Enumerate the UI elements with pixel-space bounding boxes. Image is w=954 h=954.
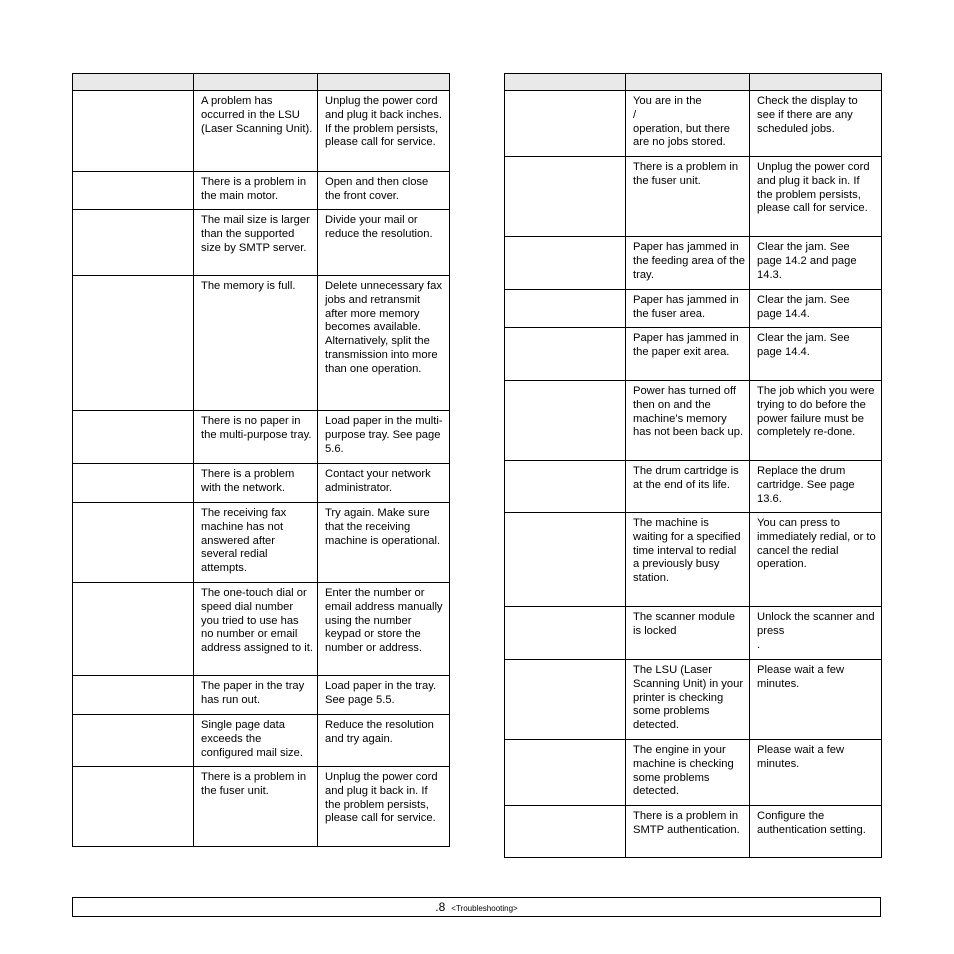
solution-cell: Divide your mail or reduce the resolution. <box>318 210 450 276</box>
table-row <box>505 157 882 237</box>
message-cell <box>505 513 626 607</box>
table-row <box>505 806 882 858</box>
header-message-cell <box>505 74 626 91</box>
meaning-cell: The machine is waiting for a specified time interval to redial a previously busy station. <box>626 513 750 607</box>
meaning-cell: There is a problem in the fuser unit. <box>626 157 750 237</box>
table-row <box>73 91 450 172</box>
table-row <box>73 767 450 847</box>
solution-cell: Replace the drum cartridge. See page 13.6. <box>750 461 882 513</box>
message-cell <box>73 464 194 503</box>
table-row <box>505 461 882 513</box>
message-cell <box>73 715 194 767</box>
table-row <box>505 381 882 461</box>
table-row <box>73 583 450 676</box>
solution-cell: Unplug the power cord and plug it back in. If the problem persists, please call for service. <box>318 767 450 847</box>
solution-cell: Check the display to see if there are any scheduled jobs. <box>750 91 882 157</box>
table-row <box>73 276 450 411</box>
message-cell <box>73 411 194 464</box>
solution-cell: Load paper in the multi-purpose tray. See page 5.6. <box>318 411 450 464</box>
message-cell <box>505 157 626 237</box>
solution-cell: Clear the jam. See page 14.4. <box>750 328 882 381</box>
table-row <box>73 411 450 464</box>
page-number: .8 <box>435 900 446 914</box>
meaning-cell: There is a problem in SMTP authentication. <box>626 806 750 858</box>
solution-cell: Unlock the scanner and press . <box>750 607 882 660</box>
message-cell <box>505 290 626 328</box>
chapter-label: <Troubleshooting> <box>451 904 518 913</box>
meaning-cell: A problem has occurred in the LSU (Laser Scanning Unit). <box>194 91 318 172</box>
header-solution-cell <box>318 74 450 91</box>
table-row <box>73 715 450 767</box>
table-row <box>505 607 882 660</box>
solution-cell: Unplug the power cord and plug it back in. If the problem persists, please call for service. <box>750 157 882 237</box>
message-cell <box>73 172 194 210</box>
message-cell <box>73 767 194 847</box>
table-row <box>505 290 882 328</box>
page-footer <box>72 897 881 917</box>
solution-cell: Contact your network administrator. <box>318 464 450 503</box>
table-header-row <box>73 74 450 91</box>
header-solution-cell <box>750 74 882 91</box>
message-cell <box>73 583 194 676</box>
solution-cell: Load paper in the tray. See page 5.5. <box>318 676 450 715</box>
meaning-cell: Paper has jammed in the paper exit area. <box>626 328 750 381</box>
meaning-cell: The memory is full. <box>194 276 318 411</box>
meaning-cell: The paper in the tray has run out. <box>194 676 318 715</box>
table-row <box>505 91 882 157</box>
header-meaning-cell <box>626 74 750 91</box>
meaning-cell: The receiving fax machine has not answered after several redial attempts. <box>194 503 318 583</box>
right-message-table <box>504 73 882 858</box>
table-row <box>73 676 450 715</box>
solution-cell: Please wait a few minutes. <box>750 660 882 740</box>
message-cell <box>73 91 194 172</box>
header-meaning-cell <box>194 74 318 91</box>
message-cell <box>505 806 626 858</box>
message-cell <box>505 328 626 381</box>
meaning-cell: The mail size is larger than the supported size by SMTP server. <box>194 210 318 276</box>
solution-cell: Configure the authentication setting. <box>750 806 882 858</box>
solution-cell: Clear the jam. See page 14.2 and page 14.3. <box>750 237 882 290</box>
meaning-cell: The engine in your machine is checking some problems detected. <box>626 740 750 806</box>
meaning-cell: You are in the / operation, but there are no jobs stored. <box>626 91 750 157</box>
meaning-cell: There is no paper in the multi-purpose tray. <box>194 411 318 464</box>
table-row <box>73 503 450 583</box>
left-message-table <box>72 73 450 847</box>
table-row <box>505 740 882 806</box>
message-cell <box>505 91 626 157</box>
meaning-cell: The one-touch dial or speed dial number you tried to use has no number or email address assigned to it. <box>194 583 318 676</box>
table-row <box>505 328 882 381</box>
message-cell <box>505 461 626 513</box>
solution-cell: Unplug the power cord and plug it back inches. If the problem persists, please call for service. <box>318 91 450 172</box>
message-cell <box>73 676 194 715</box>
message-cell <box>505 381 626 461</box>
meaning-cell: The LSU (Laser Scanning Unit) in your printer is checking some problems detected. <box>626 660 750 740</box>
solution-cell: You can press to immediately redial, or to cancel the redial operation. <box>750 513 882 607</box>
solution-cell: Try again. Make sure that the receiving machine is operational. <box>318 503 450 583</box>
solution-cell: Enter the number or email address manually using the number keypad or store the number or address. <box>318 583 450 676</box>
meaning-cell: There is a problem with the network. <box>194 464 318 503</box>
message-cell <box>505 660 626 740</box>
message-cell <box>73 503 194 583</box>
solution-cell: Please wait a few minutes. <box>750 740 882 806</box>
table-row <box>73 464 450 503</box>
meaning-cell: Power has turned off then on and the machine’s memory has not been back up. <box>626 381 750 461</box>
message-cell <box>73 276 194 411</box>
solution-cell: Delete unnecessary fax jobs and retransmit after more memory becomes available. Alternatively, split the transmission into more than one operation. <box>318 276 450 411</box>
meaning-cell: Paper has jammed in the fuser area. <box>626 290 750 328</box>
meaning-cell: Single page data exceeds the configured mail size. <box>194 715 318 767</box>
solution-cell: Open and then close the front cover. <box>318 172 450 210</box>
table-row <box>505 513 882 607</box>
meaning-cell: Paper has jammed in the feeding area of the tray. <box>626 237 750 290</box>
meaning-cell: The drum cartridge is at the end of its life. <box>626 461 750 513</box>
message-cell <box>505 740 626 806</box>
table-row <box>73 172 450 210</box>
solution-cell: Reduce the resolution and try again. <box>318 715 450 767</box>
message-cell <box>505 237 626 290</box>
meaning-cell: There is a problem in the main motor. <box>194 172 318 210</box>
table-header-row <box>505 74 882 91</box>
message-cell <box>505 607 626 660</box>
table-row <box>73 210 450 276</box>
table-row <box>505 237 882 290</box>
meaning-cell: There is a problem in the fuser unit. <box>194 767 318 847</box>
message-cell <box>73 210 194 276</box>
solution-cell: The job which you were trying to do before the power failure must be completely re-done. <box>750 381 882 461</box>
meaning-cell: The scanner module is locked <box>626 607 750 660</box>
solution-cell: Clear the jam. See page 14.4. <box>750 290 882 328</box>
header-message-cell <box>73 74 194 91</box>
table-row <box>505 660 882 740</box>
